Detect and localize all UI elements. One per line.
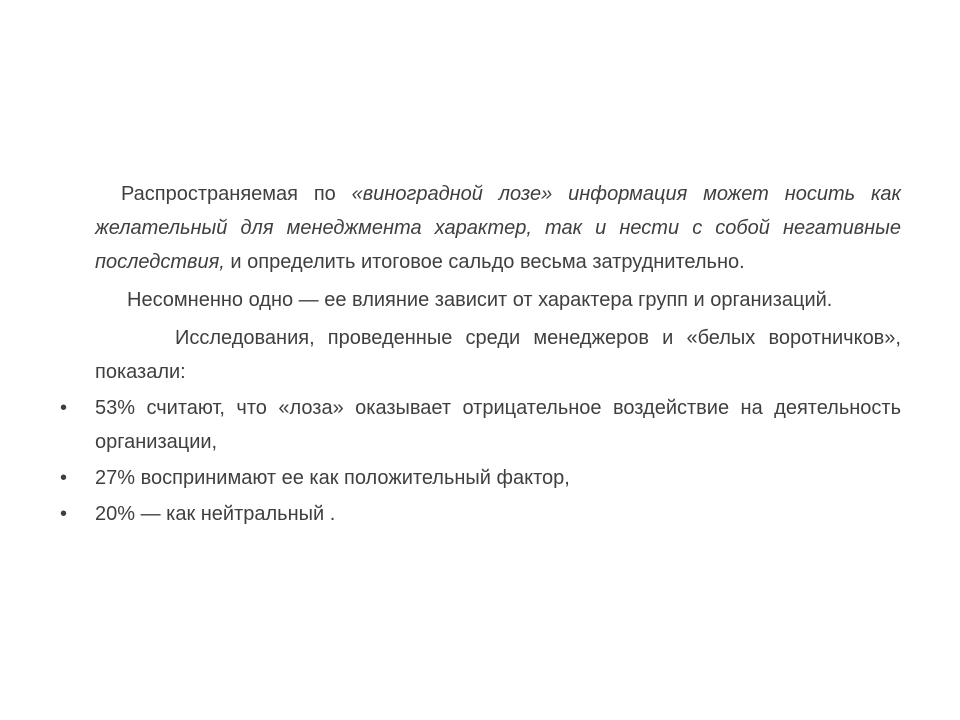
paragraph-influence — [95, 283, 901, 317]
bullet-list — [60, 391, 901, 531]
paragraph-grapevine-info — [95, 177, 901, 279]
paragraph-text: Несомненно одно — ее влияние зависит от характера групп и организаций. — [127, 289, 833, 311]
bullet-icon: • — [60, 397, 68, 419]
bullet-icon: • — [60, 503, 68, 525]
bullet-item-negative — [60, 391, 901, 459]
paragraph-text-plain: и определить итоговое сальдо весьма затруднительно. — [224, 251, 745, 273]
paragraph-text-plain: Распространяемая по — [121, 183, 352, 205]
bullet-item-positive — [60, 461, 901, 495]
bullet-item-neutral — [60, 497, 901, 531]
paragraph-research — [95, 321, 901, 389]
bullet-text: 20% — как нейтральный . — [95, 503, 336, 525]
bullet-text: 27% воспринимают ее как положительный фактор, — [95, 467, 570, 489]
bullet-icon: • — [60, 467, 68, 489]
paragraph-text-italic: «виноградной лозе» информация может носить как желательный для менеджмента характер, так и нести с собой негативные последствия, — [95, 183, 901, 273]
paragraph-text: Исследования, проведенные среди менеджеров и «белых воротничков», показали: — [95, 327, 901, 383]
bullet-text: 53% считают, что «лоза» оказывает отрицательное воздействие на деятельность организации, — [95, 397, 901, 453]
slide-body — [60, 177, 901, 533]
